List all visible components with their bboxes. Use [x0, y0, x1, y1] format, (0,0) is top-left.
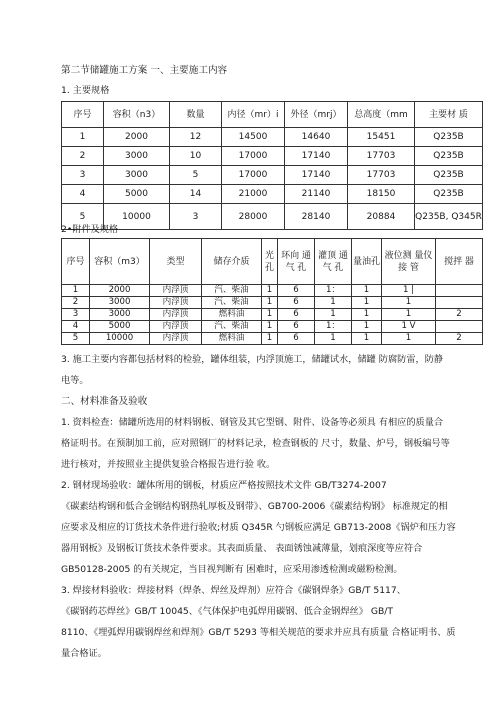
fittings-header-cell: 搅拌 器 — [436, 239, 483, 285]
table-cell: 1： — [315, 285, 352, 297]
table-cell: 2 — [62, 297, 90, 309]
table-cell: 6 — [278, 321, 315, 333]
fittings-header-cell: 液位测 量仪接 管 — [382, 239, 436, 285]
table-cell: 3 — [62, 166, 104, 185]
table-cell: 5 — [62, 333, 90, 345]
table-cell: 17000 — [222, 166, 285, 185]
table-cell: 28140 — [285, 204, 348, 230]
table-row — [62, 128, 483, 147]
table-cell: 3000 — [104, 166, 170, 185]
table-cell: 6 — [278, 309, 315, 321]
fittings-table — [61, 238, 483, 345]
table-cell: 21140 — [285, 185, 348, 204]
table-row — [62, 321, 483, 333]
table-row — [62, 285, 483, 297]
table-cell: 3 — [170, 204, 222, 230]
paragraph-line: 1. 资料检查：储罐所选用的材料钢板、钢管及其它型钢、附件、设备等必须具 有相应的质量合 — [61, 417, 444, 428]
table-cell: 28000 — [222, 204, 285, 230]
table-cell: 4 — [62, 321, 90, 333]
table-cell: 10000 — [104, 204, 170, 230]
fittings-header-cell: 光孔 — [262, 239, 278, 285]
spec-table-header-row — [62, 102, 483, 128]
table-row — [62, 204, 483, 230]
paragraph-line: 《碳钢药芯焊丝》GB/T 10045、《气体保护电弧焊用碳钢、低合金钢焊丝》 GB/T — [61, 606, 393, 617]
spec-header-cell: 主要材 质 — [415, 102, 483, 128]
table-cell: 1 | — [382, 285, 436, 297]
table-row — [62, 147, 483, 166]
table-cell: 17000 — [222, 147, 285, 166]
table-cell: 1 — [315, 297, 352, 309]
fittings-header-cell: 量油孔 — [352, 239, 382, 285]
table-cell: Q235B — [415, 128, 483, 147]
table-cell: 1 — [352, 321, 382, 333]
table-cell: 20884 — [348, 204, 415, 230]
table-cell: Q235B — [415, 147, 483, 166]
table-cell: 内浮顶 — [150, 285, 202, 297]
spec-header-cell: 序号 — [62, 102, 104, 128]
spec-header-cell: 内径（mr）i — [222, 102, 285, 128]
table-cell: 2000 — [90, 285, 150, 297]
table-cell: 1 — [315, 333, 352, 345]
paragraph-line: 2. 钢材现场验收：罐体所用的钢板，材质应严格按照技术文件 GB/T3274-2007 — [61, 480, 387, 491]
table-cell: Q235B — [415, 185, 483, 204]
table-cell: 4 — [62, 185, 104, 204]
table-cell: 18150 — [348, 185, 415, 204]
table-cell: 1 — [315, 309, 352, 321]
fittings-table-header-row — [62, 239, 483, 285]
table-cell: 3000 — [104, 147, 170, 166]
table-cell: 5000 — [104, 185, 170, 204]
spec-header-cell: 总高度（mm — [348, 102, 415, 128]
table-cell: 内浮顶 — [150, 309, 202, 321]
table-cell: 14 — [170, 185, 222, 204]
table-cell: 1 — [382, 297, 436, 309]
fittings-header-cell: 容积（m3） — [90, 239, 150, 285]
table-cell: 1 — [352, 333, 382, 345]
table-cell: 1 — [262, 297, 278, 309]
paragraph-line: 电等。 — [61, 375, 89, 386]
table-cell: 1 — [62, 128, 104, 147]
table-cell: 2000 — [104, 128, 170, 147]
table-cell: 6 — [278, 333, 315, 345]
table-cell: 17703 — [348, 166, 415, 185]
table-cell: 内浮顶 — [150, 321, 202, 333]
table-cell: 1 — [262, 309, 278, 321]
paragraph-line: 8110、《埋弧焊用碳钢焊丝和焊剂》GB/T 5293 等相关规范的要求并应具有质量 合格证明书、质 — [61, 627, 456, 638]
table-cell: 3000 — [90, 297, 150, 309]
table-cell: Q235B — [415, 166, 483, 185]
table-cell: 1 — [262, 321, 278, 333]
table-cell: 10 — [170, 147, 222, 166]
table-row — [62, 309, 483, 321]
table-cell: Q235B, Q345R — [415, 204, 483, 230]
table-cell: 1 — [352, 285, 382, 297]
table-cell: 1 — [382, 333, 436, 345]
spec-header-cell: 外径（mrj） — [285, 102, 348, 128]
table-cell: 1 — [352, 309, 382, 321]
table-cell: 5000 — [90, 321, 150, 333]
table-cell: 内浮顶 — [150, 297, 202, 309]
table-row — [62, 297, 483, 309]
paragraph-line: GB50128-2005 的有关规定，当目视判断有 困难时，应采用渗透检测或磁粉检测。 — [61, 564, 403, 575]
fittings-header-cell: 储存介质 — [202, 239, 262, 285]
paragraph-line: 3. 施工主要内容都包括材料的检验，罐体组装，内浮顶施工，储罐试水，储罐 防腐防雷，防静 — [61, 354, 444, 365]
table-cell: 1： — [315, 321, 352, 333]
paragraph-line: 应要求及相应的订货技术条件进行验收;材质 Q345R 勺钢板应满足 GB713-2008《锅炉和压力容 — [61, 522, 456, 533]
section-title: 第二节储罐施工方案 一、主要施工内容 — [61, 65, 228, 76]
table-cell — [436, 321, 483, 333]
table-cell: 1 — [262, 333, 278, 345]
table-cell: 燃料油 — [202, 309, 262, 321]
section2-title: 二、材料准备及验收 — [61, 396, 148, 407]
spec-heading: 1. 主要规格 — [61, 85, 110, 96]
table-cell: 1 V — [382, 321, 436, 333]
fittings-header-cell: 类型 — [150, 239, 202, 285]
table-cell: 2 — [436, 333, 483, 345]
paragraph-line: 3. 焊接材料验收：焊接材料（焊条、焊丝及焊剂）应符合《碳钢焊条》GB/T 5117、 — [61, 585, 406, 596]
table-row — [62, 166, 483, 185]
table-cell: 17703 — [348, 147, 415, 166]
table-cell: 3000 — [90, 309, 150, 321]
table-cell: 1 — [62, 285, 90, 297]
paragraph-line: 进行核对，并按照业主提供复验合格报告进行验 收。 — [61, 459, 276, 470]
paragraph-line: 器用钢板》及钢板订货技术条件要求。其表面质量、 表面锈蚀减薄量，划痕深度等应符合 — [61, 543, 423, 554]
table-cell: 10000 — [90, 333, 150, 345]
fittings-header-cell: 环向 通气 孔 — [278, 239, 315, 285]
paragraph-line: 量合格证。 — [61, 648, 107, 659]
table-cell — [436, 297, 483, 309]
table-cell: 3 — [62, 309, 90, 321]
table-row — [62, 185, 483, 204]
table-cell: 汽、柴油 — [202, 297, 262, 309]
table-cell: 14500 — [222, 128, 285, 147]
table-cell: 5 — [62, 204, 104, 230]
table-cell: 内浮顶 — [150, 333, 202, 345]
table-cell: 5 — [170, 166, 222, 185]
table-cell: 2 — [436, 309, 483, 321]
table-cell: 12 — [170, 128, 222, 147]
table-cell: 21000 — [222, 185, 285, 204]
table-cell: 汽、柴油 — [202, 321, 262, 333]
table-cell: 6 — [278, 297, 315, 309]
spec-header-cell: 容积（n3） — [104, 102, 170, 128]
paragraph-line: 《碳素结构钢和低合金钢结构钢热轧厚板及钢带》、GB700-2006《碳素结构钢》 标准规定的相 — [61, 501, 448, 512]
table-cell: 17140 — [285, 166, 348, 185]
table-cell: 14640 — [285, 128, 348, 147]
table-cell — [436, 285, 483, 297]
fittings-header-cell: 序号 — [62, 239, 90, 285]
spec-header-cell: 数量 — [170, 102, 222, 128]
table-cell: 1 — [262, 285, 278, 297]
table-row — [62, 333, 483, 345]
table-cell: 燃料油 — [202, 333, 262, 345]
table-cell: 6 — [278, 285, 315, 297]
table-cell: 2 — [62, 147, 104, 166]
spec-table — [61, 101, 483, 230]
table-cell: 17140 — [285, 147, 348, 166]
table-cell: 1 — [352, 297, 382, 309]
table-cell: 汽、柴油 — [202, 285, 262, 297]
paragraph-line: 格证明书。在预制加工前，应对照钢厂的材料记录，检查钢板的 尺寸，数量、炉号，钢板编号等 — [61, 438, 450, 449]
fittings-heading: 2•附件及规格 — [61, 224, 119, 235]
fittings-header-cell: 灌顶 通气 孔 — [315, 239, 352, 285]
table-cell: 15451 — [348, 128, 415, 147]
table-cell: 1 — [382, 309, 436, 321]
